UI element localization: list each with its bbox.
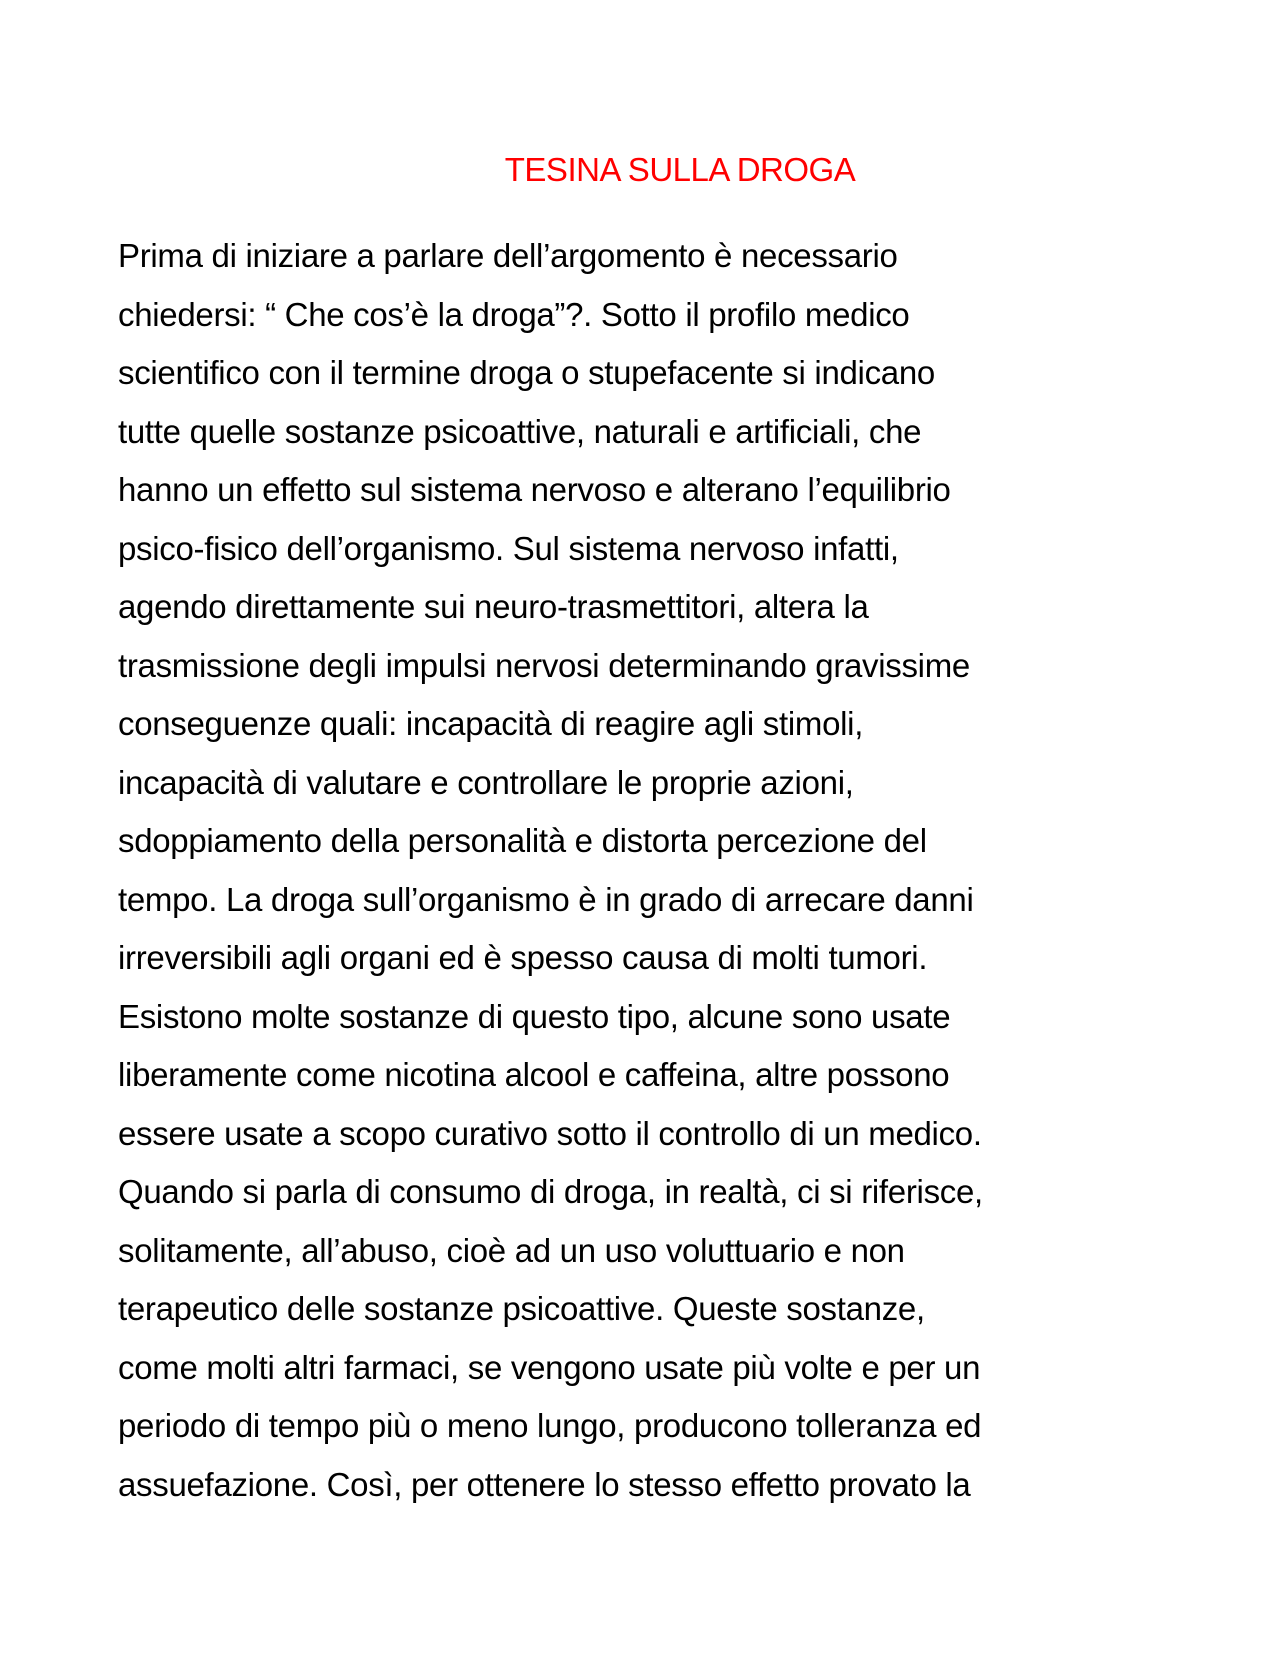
body-line: essere usate a scopo curativo sotto il controllo di un medico. [118, 1114, 982, 1152]
body-line: chiedersi: “ Che cos’è la droga”?. Sotto il profilo medico [118, 295, 910, 333]
body-line: psico-fisico dell’organismo. Sul sistema nervoso infatti, [118, 529, 899, 567]
body-line: conseguenze quali: incapacità di reagire agli stimoli, [118, 705, 864, 742]
body-line: tempo. La droga sull’organismo è in grado di arrecare danni [118, 880, 974, 918]
body-line: terapeutico delle sostanze psicoattive. Queste sostanze, [118, 1290, 925, 1327]
body-line: sdoppiamento della personalità e distorta percezione del [118, 822, 927, 859]
body-line: periodo di tempo più o meno lungo, producono tolleranza ed [118, 1407, 982, 1444]
body-line: scientifico con il termine droga o stupefacente si indicano [118, 354, 935, 391]
body-line: hanno un effetto sul sistema nervoso e alterano l’equilibrio [118, 471, 951, 508]
body-line: agendo direttamente sui neuro-trasmettitori, altera la [118, 588, 869, 625]
body-line: Quando si parla di consumo di droga, in realtà, ci si riferisce, [118, 1173, 983, 1210]
body-line: solitamente, all’abuso, cioè ad un uso voluttuario e non [118, 1231, 905, 1269]
body-line: liberamente come nicotina alcool e caffeina, altre possono [118, 1056, 950, 1093]
document-body [118, 227, 1218, 1514]
body-line: irreversibili agli organi ed è spesso causa di molti tumori. [118, 939, 928, 976]
body-line: Esistono molte sostanze di questo tipo, alcune sono usate [118, 997, 951, 1035]
body-line: trasmissione degli impulsi nervosi determinando gravissime [118, 646, 970, 684]
document-title: TESINA SULLA DROGA [504, 151, 856, 188]
body-line: come molti altri farmaci, se vengono usate più volte e per un [118, 1348, 981, 1386]
body-line: Prima di iniziare a parlare dell’argomento è necessario [118, 237, 898, 274]
body-line: assuefazione. Così, per ottenere lo stesso effetto provato la [118, 1465, 971, 1503]
body-line: tutte quelle sostanze psicoattive, naturali e artificiali, che [118, 412, 922, 450]
body-line: incapacità di valutare e controllare le proprie azioni, [118, 763, 854, 801]
